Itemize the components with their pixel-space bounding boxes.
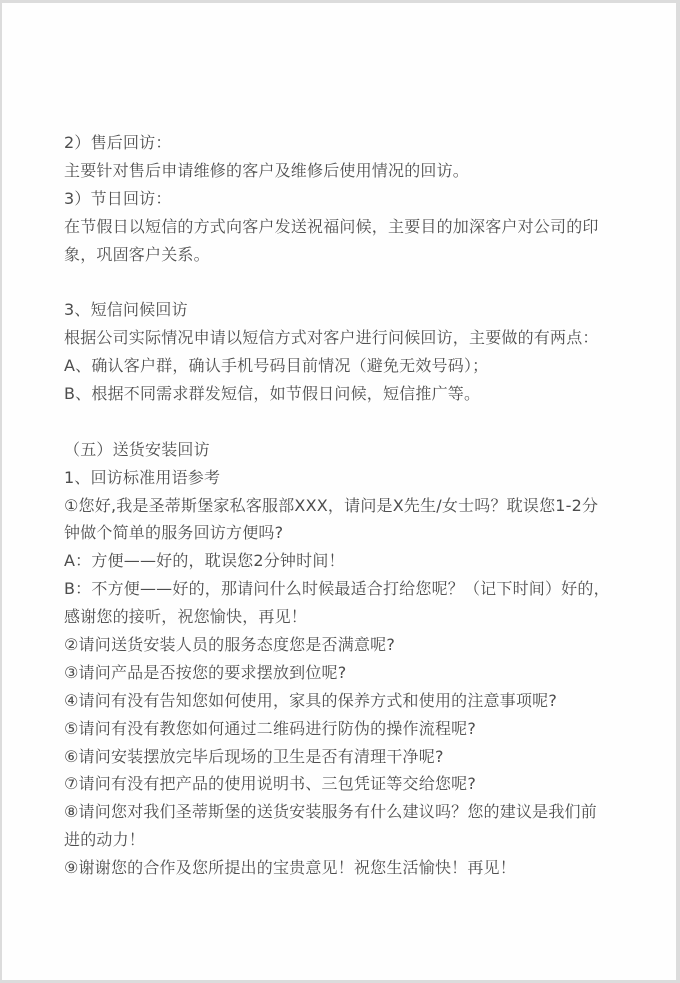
text-line: ④请问有没有告知您如何使用，家具的保养方式和使用的注意事项呢? (64, 690, 558, 710)
blank-line (64, 268, 658, 296)
text-line: （五）送货安装回访 (64, 439, 210, 459)
text-line: A：方便——好的，耽误您2分钟时间！ (64, 551, 345, 571)
text-line: ⑧请问您对我们圣蒂斯堡的送货安装服务有什么建议吗？您的建议是我们前 (64, 802, 597, 822)
blank-line (64, 408, 658, 436)
text-line: ①您好,我是圣蒂斯堡家私客服部XXX，请问是X先生/女士吗？耽误您1-2分 (64, 495, 599, 515)
text-line: ②请问送货安装人员的服务态度您是否满意呢? (64, 635, 396, 655)
text-line: 1、回访标准用语参考 (64, 467, 221, 487)
text-line: 象，巩固客户关系。 (64, 244, 210, 264)
document-content (64, 129, 658, 882)
text-line: B、根据不同需求群发短信，如节假日问候，短信推广等。 (64, 384, 481, 404)
text-line: 主要针对售后申请维修的客户及维修后使用情况的回访。 (64, 160, 470, 180)
document-page (2, 3, 676, 980)
text-line: 钟做个简单的服务回访方便吗? (64, 523, 284, 543)
text-line: 在节假日以短信的方式向客户发送祝福问候，主要目的加深客户对公司的印 (64, 216, 599, 236)
text-line: 进的动力！ (64, 830, 146, 850)
text-line: B：不方便——好的，那请问什么时候最适合打给您呢？（记下时间）好的， (64, 579, 610, 599)
text-line: ③请问产品是否按您的要求摆放到位呢? (64, 662, 347, 682)
text-line: ⑨谢谢您的合作及您所提出的宝贵意见！祝您生活愉快！再见！ (64, 858, 516, 878)
text-line: ⑦请问有没有把产品的使用说明书、三包凭证等交给您呢? (64, 774, 477, 794)
text-line: 根据公司实际情况申请以短信方式对客户进行问候回访，主要做的有两点： (64, 328, 599, 348)
text-line: 感谢您的接听，祝您愉快，再见！ (64, 607, 308, 627)
text-line: 2）售后回访： (64, 133, 172, 152)
text-line: A、确认客户群，确认手机号码目前情况（避免无效号码）； (64, 356, 489, 376)
text-line: 3、短信问候回访 (64, 300, 188, 320)
text-line: ⑥请问安装摆放完毕后现场的卫生是否有清理干净呢? (64, 746, 444, 766)
text-line: ⑤请问有没有教您如何通过二维码进行防伪的操作流程呢? (64, 718, 477, 738)
text-line: 3）节日回访： (64, 188, 172, 208)
